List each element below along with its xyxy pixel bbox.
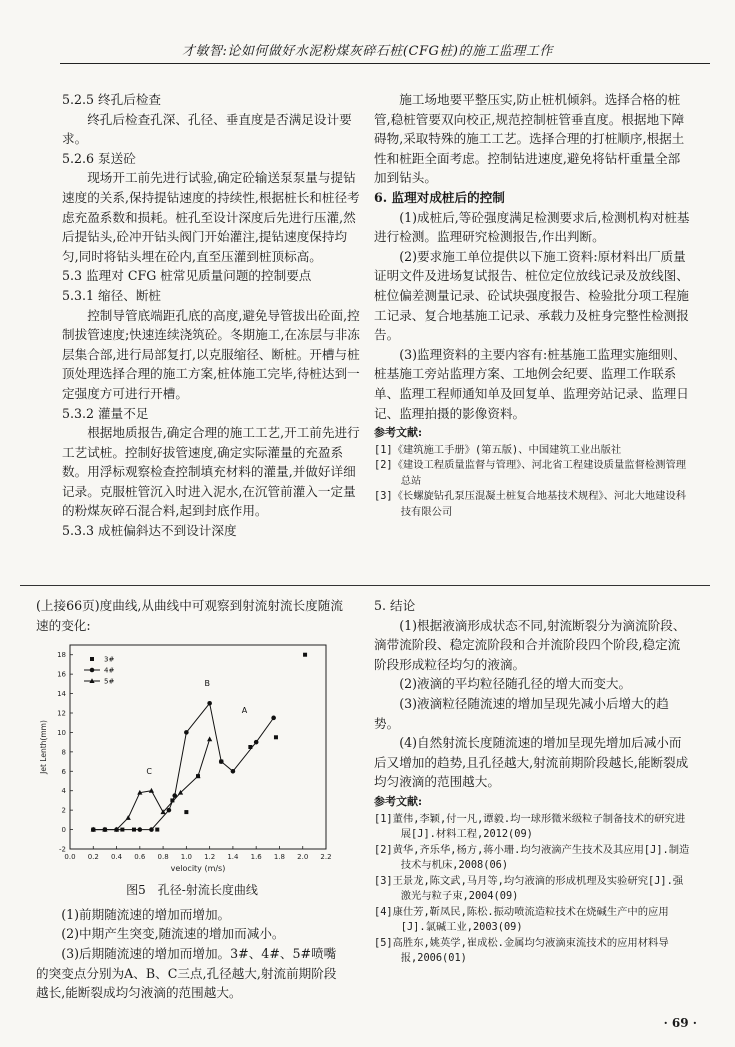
data-point bbox=[207, 701, 212, 706]
data-point bbox=[231, 769, 236, 774]
reference-item: [3]《长螺旋钻孔泵压混凝土桩复合地基技术规程》、河北大地建设科技有限公司 bbox=[374, 490, 687, 518]
x-tick-label: 0.8 bbox=[157, 853, 169, 862]
figure-caption: 图5 孔径-射流长度曲线 bbox=[126, 883, 258, 898]
x-tick-label: 0.6 bbox=[134, 853, 146, 862]
y-tick-label: 4 bbox=[61, 787, 66, 796]
x-tick-label: 1.4 bbox=[227, 853, 239, 862]
paragraph: (2)中期产生突变,随流速的增加而减小。 bbox=[61, 926, 285, 942]
data-point bbox=[219, 759, 224, 764]
data-point bbox=[90, 668, 95, 673]
data-point bbox=[271, 716, 276, 721]
data-point bbox=[184, 810, 188, 814]
point-annotation: C bbox=[146, 767, 152, 777]
data-point bbox=[207, 737, 212, 742]
top-right-column bbox=[374, 90, 692, 520]
legend-label: 4# bbox=[104, 666, 115, 675]
reference-item: [3]王景龙,陈文武,马月等,均匀液滴的形成机理及实验研究[J].强激光与粒子束,2004(09) bbox=[374, 874, 684, 903]
top-left-column bbox=[62, 90, 362, 541]
jet-length-chart bbox=[36, 637, 336, 877]
y-tick-label: 8 bbox=[61, 748, 66, 757]
reference-item: [2]《建设工程质量监督与管理》、河北省工程建设质量监督检测管理总站 bbox=[374, 459, 687, 487]
references-title: 参考文献: bbox=[374, 426, 423, 440]
data-point bbox=[126, 815, 131, 820]
data-point bbox=[149, 788, 154, 793]
section-heading: 5.3.3 成桩偏斜达不到设计深度 bbox=[62, 523, 237, 539]
header-rule bbox=[60, 63, 710, 64]
legend-label: 3# bbox=[104, 655, 115, 664]
y-axis-label: Jet Lenth(mm) bbox=[39, 720, 48, 775]
point-annotation: A bbox=[241, 706, 248, 716]
series-line-5 bbox=[93, 739, 209, 829]
y-tick-label: 14 bbox=[57, 690, 66, 699]
section-heading: 5.3.2 灌量不足 bbox=[62, 405, 149, 421]
paragraph: (3)后期随流速的增加而增加。3#、4#、5#喷嘴的突变点分别为A、B、C三点,孔径越大,射流前期阶段越长,能断裂成均匀液滴的范围越大。 bbox=[36, 945, 337, 1001]
data-point bbox=[274, 735, 278, 739]
bottom-left-column bbox=[36, 596, 348, 1003]
continued-intro: (上接66页)度曲线,从曲线中可观察到射流射流长度随流速的变化: bbox=[36, 598, 343, 633]
data-point bbox=[155, 828, 159, 832]
x-tick-label: 0.0 bbox=[64, 853, 76, 862]
x-tick-label: 0.4 bbox=[110, 853, 123, 862]
data-point bbox=[90, 657, 94, 661]
x-tick-label: 1.8 bbox=[273, 853, 286, 862]
y-tick-label: 12 bbox=[57, 709, 66, 718]
reference-item: [1]董伟,李颖,付一凡,谭毅.均一球形微米级粒子制备技术的研究进展[J].材料工程,2012(09) bbox=[374, 812, 686, 841]
reference-item: [2]黄华,齐乐华,杨方,蒋小珊.均匀液滴产生技术及其应用[J].制造技术与机床,2008(06) bbox=[374, 843, 690, 872]
bottom-right-column bbox=[374, 596, 692, 967]
reference-item: [5]高胜东,姚英学,崔成松.金属均匀液滴束流技术的应用材料导报,2006(01) bbox=[374, 936, 669, 965]
data-point bbox=[149, 827, 154, 832]
paragraph: 终孔后检查孔深、孔径、垂直度是否满足设计要求。 bbox=[62, 111, 352, 147]
section-heading: 5.2.5 终孔后检查 bbox=[62, 92, 162, 107]
x-tick-label: 1.0 bbox=[180, 853, 192, 862]
section-heading: 5.3 监理对 CFG 桩常见质量问题的控制要点 bbox=[62, 268, 312, 284]
x-tick-label: 2.0 bbox=[297, 853, 309, 862]
data-point bbox=[138, 827, 143, 832]
x-axis-label: velocity (m/s) bbox=[170, 864, 226, 874]
section-heading: 5.3.1 缩径、断桩 bbox=[62, 287, 162, 303]
paragraph: 现场开工前先进行试验,确定砼输送泵泵量与提钻速度的关系,保持提钻速度的持续性,根据桩长和桩径考虑充盈系数和损耗。桩孔至设计深度后先进行压灌,然后提钻头,砼冲开钻头阀门开始灌注,提钻速度保持均匀,同时将钻头埋在砼内,直至压灌到桩顶标高。 bbox=[62, 170, 360, 264]
y-tick-label: 2 bbox=[61, 806, 66, 815]
paragraph: (1)根据液滴形成状态不同,射流断裂分为滴流阶段、滴带流阶段、稳定流阶段和合并流阶段四个阶段,稳定流阶段形成粒径均匀的液滴。 bbox=[374, 617, 686, 672]
point-annotation: B bbox=[204, 678, 211, 688]
reference-item: [1]《建筑施工手册》(第五版)、中国建筑工业出版社 bbox=[374, 443, 622, 456]
y-tick-label: 6 bbox=[61, 767, 66, 776]
reference-item: [4]康仕芳,靳凤民,陈松.振动喷流造粒技术在烧碱生产中的应用[J].氯碱工业,2003(09) bbox=[374, 905, 669, 934]
section-heading: 5.2.6 泵送砼 bbox=[62, 150, 136, 166]
paragraph: 施工场地要平整压实,防止桩机倾斜。选择合格的桩管,稳桩管要双向校正,规范控制桩管垂直度。根据地下障碍物,采取特殊的施工工艺。选择合理的打桩顺序,根据土性和桩距全面考虑。控制钻进速度,避免将钻杆重量全部加到钻头。 bbox=[374, 92, 685, 186]
y-tick-label: 0 bbox=[61, 826, 66, 835]
y-tick-label: 18 bbox=[57, 651, 66, 660]
legend-label: 5# bbox=[104, 677, 115, 686]
x-tick-label: 1.2 bbox=[204, 853, 216, 862]
series-line-4 bbox=[93, 703, 273, 829]
paragraph: (1)前期随流速的增加而增加。 bbox=[61, 906, 231, 922]
paragraph: 控制导管底端距孔底的高度,避免导管拔出砼面,控制拔管速度;快速连续浇筑砼。冬期施工,在冻层与非冻层集合部,进行局部复打,以克服缩径、断桩。开槽与桩顶处理选择合理的施工方案,桩体施工完毕,待桩达到一定强度方可进行开槽。 bbox=[62, 307, 360, 401]
paragraph: (4)自然射流长度随流速的增加呈现先增加后减小而后又增加的趋势,且孔径越大,射流前期阶段越长,能断裂成均匀液滴的范围越大。 bbox=[374, 735, 689, 790]
paragraph: (2)液滴的平均粒径随孔径的增大而变大。 bbox=[399, 676, 632, 692]
paragraph: (1)成桩后,等砼强度满足检测要求后,检测机构对桩基进行检测。监理研究检测报告,作出判断。 bbox=[374, 209, 690, 245]
y-tick-label: -2 bbox=[59, 845, 66, 854]
paragraph: (2)要求施工单位提供以下施工资料:原材料出厂质量证明文件及进场复试报告、桩位定位放线记录及放线图、桩位偏差测量记录、砼试块强度报告、检验批分项工程施工记录、复合地基施工记录、承载力及桩身完整性检测报告。 bbox=[374, 248, 689, 343]
plot-frame bbox=[70, 645, 326, 849]
paragraph: (3)监理资料的主要内容有:桩基施工监理实施细则、桩基施工旁站监理方案、工地例会纪要、监理工作联系单、监理工程师通知单及回复单、监理旁站记录、监理日记、监理拍摄的影像资料。 bbox=[374, 346, 689, 421]
paragraph: (3)液滴粒径随流速的增加呈现先减小后增大的趋势。 bbox=[374, 695, 669, 731]
y-tick-label: 10 bbox=[57, 729, 66, 738]
data-point bbox=[167, 808, 172, 813]
conclusion-heading: 5. 结论 bbox=[374, 598, 416, 613]
y-tick-label: 16 bbox=[57, 670, 66, 679]
data-point bbox=[254, 740, 259, 745]
section-heading: 6. 监理对成桩后的控制 bbox=[374, 189, 505, 205]
references-title: 参考文献: bbox=[374, 794, 423, 808]
x-tick-label: 2.2 bbox=[320, 853, 332, 862]
section-separator bbox=[20, 585, 710, 586]
paragraph: 根据地质报告,确定合理的施工工艺,开工前先进行工艺试桩。控制好拔管速度,确定实际灌量的充盈系数。用浮标观察检查控制填充材料的灌量,并做好详细记录。克服桩管沉入时进入泥水,在沉管前灌入一定量的粉煤灰碎石混合料,起到封底作用。 bbox=[62, 425, 360, 519]
data-point bbox=[303, 653, 307, 657]
data-point bbox=[184, 730, 189, 735]
running-header: 才敏智:论如何做好水泥粉煤灰碎石桩(CFG桩)的施工监理工作 bbox=[182, 44, 553, 59]
page-number: · 69 · bbox=[663, 1016, 697, 1030]
x-tick-label: 1.6 bbox=[250, 853, 262, 862]
x-tick-label: 0.2 bbox=[87, 853, 99, 862]
